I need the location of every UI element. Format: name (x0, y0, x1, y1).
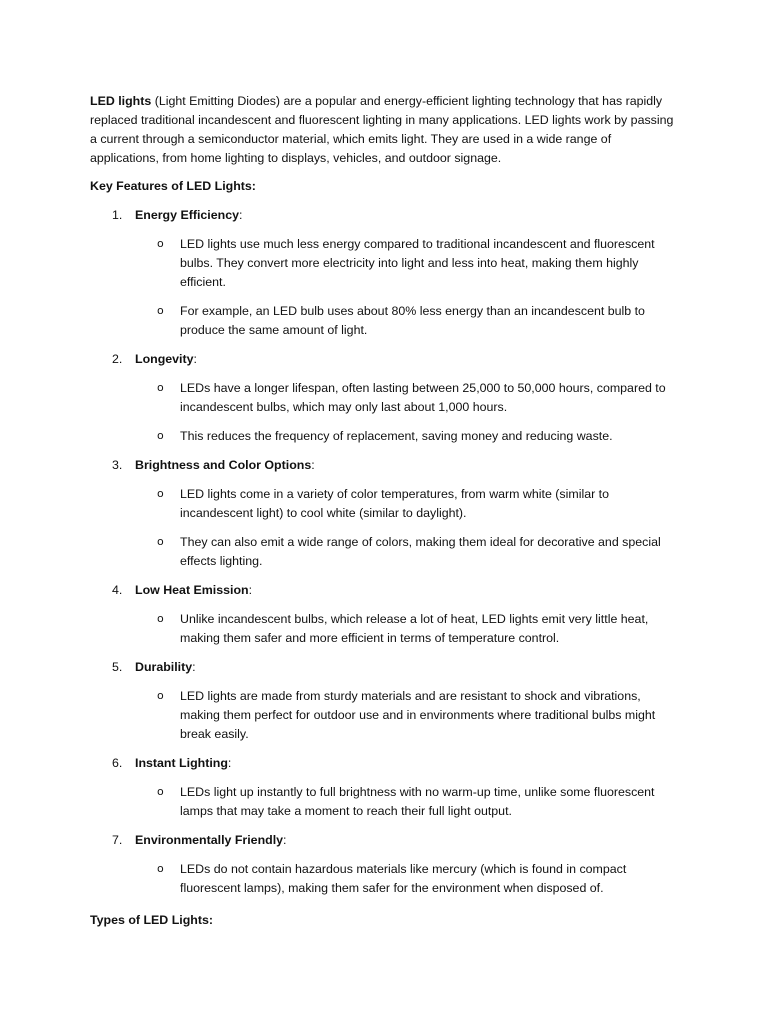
feature-title-suffix: : (192, 660, 196, 674)
feature-number: 3. (112, 458, 123, 472)
bullet-text: Unlike incandescent bulbs, which release a lot of heat, LED lights emit very little heat, making them safer and more efficient in terms of temperature control. (180, 612, 649, 645)
bullet-item (0, 610, 768, 648)
bullet-item (0, 783, 768, 821)
feature-number: 7. (112, 833, 123, 847)
feature-item (0, 581, 768, 648)
bullet-marker-icon: o (157, 429, 164, 442)
feature-item (0, 456, 768, 571)
feature-title-suffix: : (227, 756, 232, 770)
feature-line (0, 658, 768, 677)
feature-line (0, 581, 768, 600)
feature-title-text: Brightness and Color Options (135, 458, 312, 472)
feature-title-text: Environmentally Friendly (135, 833, 284, 847)
feature-item (0, 206, 768, 340)
feature-title-text: Longevity (135, 352, 194, 366)
feature-bullets (0, 235, 768, 340)
feature-bullets (0, 379, 768, 446)
feature-item (0, 831, 768, 898)
feature-number: 4. (112, 583, 123, 597)
feature-bullets (0, 860, 768, 898)
bullet-text: LEDs have a longer lifespan, often lasting between 25,000 to 50,000 hours, compared to incandescent bulbs, which may only last about 1,000 hours. (180, 381, 666, 414)
bullet-text: LED lights use much less energy compared to traditional incandescent and fluorescent bulbs. They convert more electricity into light and less into heat, making them highly efficient. (180, 237, 655, 289)
feature-title-text: Energy Efficiency (135, 208, 239, 222)
feature-bullets (0, 485, 768, 571)
feature-title-text: Instant Lighting (135, 756, 228, 770)
bullet-marker-icon: o (157, 237, 164, 250)
feature-title-suffix: : (311, 458, 315, 472)
bullet-item (0, 302, 768, 340)
feature-title-suffix: : (283, 833, 287, 847)
bullet-text: This reduces the frequency of replacement, saving money and reducing waste. (180, 429, 613, 443)
feature-title (135, 206, 242, 225)
bullet-item (0, 379, 768, 417)
feature-title (135, 831, 287, 850)
features-list (0, 206, 768, 908)
bullet-marker-icon: o (157, 785, 164, 798)
intro-paragraph (90, 92, 680, 168)
feature-line (0, 350, 768, 369)
feature-item (0, 754, 768, 821)
intro-bold-lead: LED lights (90, 94, 152, 108)
feature-line (0, 206, 768, 225)
feature-title (135, 658, 196, 677)
bullet-marker-icon: o (157, 304, 164, 317)
bullet-marker-icon: o (157, 862, 164, 875)
bullet-item (0, 860, 768, 898)
intro-text: (Light Emitting Diodes) are a popular and energy-efficient lighting technology that has rapidly replaced traditional incandescent and fluorescent lighting in many applications. LED lights work by passing a current through a semiconductor material, which emits light. They are used in a wide range of applications, from home lighting to displays, vehicles, and outdoor signage. (90, 94, 674, 165)
bullet-item (0, 533, 768, 571)
bullet-item (0, 427, 768, 446)
types-heading: Types of LED Lights: (90, 913, 213, 927)
feature-title-text: Low Heat Emission (135, 583, 249, 597)
bullet-text: They can also emit a wide range of colors, making them ideal for decorative and special effects lighting. (180, 535, 661, 568)
bullet-text: LED lights come in a variety of color temperatures, from warm white (similar to incandescent light) to cool white (similar to daylight). (180, 487, 609, 520)
feature-number: 2. (112, 352, 123, 366)
feature-line (0, 456, 768, 475)
bullet-marker-icon: o (157, 535, 164, 548)
feature-number: 6. (112, 756, 123, 770)
bullet-marker-icon: o (157, 487, 164, 500)
feature-title-suffix: : (238, 208, 243, 222)
feature-title-suffix: : (248, 583, 253, 597)
bullet-text: LEDs do not contain hazardous materials like mercury (which is found in compact fluorescent lamps), making them safer for the environment when disposed of. (180, 862, 627, 895)
feature-number: 1. (112, 208, 123, 222)
bullet-text: LEDs light up instantly to full brightness with no warm-up time, unlike some fluorescent lamps that may take a moment to reach their full light output. (180, 785, 655, 818)
bullet-marker-icon: o (157, 689, 164, 702)
feature-line (0, 831, 768, 850)
bullet-text: LED lights are made from sturdy materials and are resistant to shock and vibrations, making them perfect for outdoor use and in environments where traditional bulbs might break easily. (180, 689, 656, 741)
bullet-marker-icon: o (157, 381, 164, 394)
bullet-item (0, 485, 768, 523)
feature-bullets (0, 610, 768, 648)
feature-item (0, 658, 768, 744)
feature-title (135, 754, 231, 773)
feature-line (0, 754, 768, 773)
feature-item (0, 350, 768, 446)
feature-number: 5. (112, 660, 123, 674)
bullet-item (0, 687, 768, 744)
feature-title (135, 350, 197, 369)
feature-bullets (0, 687, 768, 744)
feature-title (135, 456, 315, 475)
feature-title-suffix: : (193, 352, 197, 366)
bullet-item (0, 235, 768, 292)
feature-title (135, 581, 252, 600)
feature-bullets (0, 783, 768, 821)
bullet-marker-icon: o (157, 612, 164, 625)
feature-title-text: Durability (135, 660, 193, 674)
features-heading: Key Features of LED Lights: (90, 179, 256, 193)
bullet-text: For example, an LED bulb uses about 80% less energy than an incandescent bulb to produce the same amount of light. (180, 304, 645, 337)
